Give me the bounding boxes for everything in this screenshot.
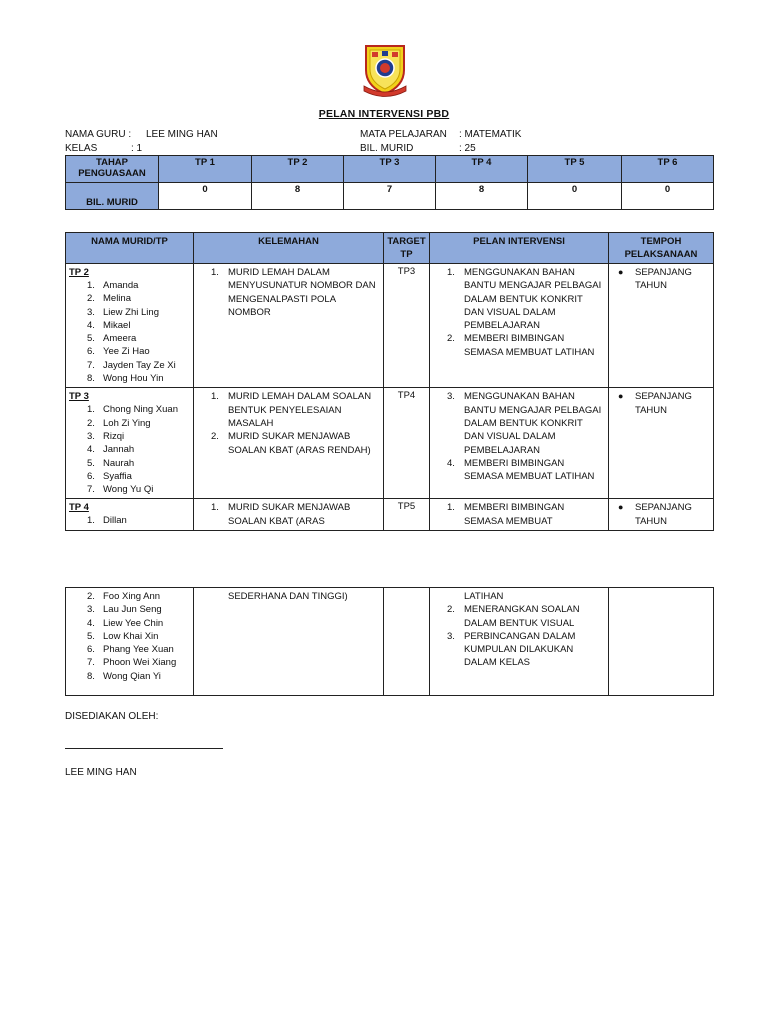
tp-count-cell: 0 [622, 183, 714, 210]
item-text: Foo Xing Ann [103, 591, 161, 602]
student-list [69, 514, 190, 527]
tp-count-cell: 0 [159, 183, 252, 210]
list-item [447, 390, 605, 456]
signature-name: LEE MING HAN [65, 767, 137, 778]
summary-table [65, 155, 714, 210]
item-text: Loh Zi Ying [103, 417, 151, 429]
item-text: Low Khai Xin [103, 630, 159, 642]
item-number: 2. [87, 417, 95, 429]
item-text: Yee Zi Hao [103, 346, 150, 358]
tempoh-header: TEMPOH PELAKSANAAN [609, 233, 714, 264]
pelan-cell [430, 388, 609, 499]
bullet-icon: ● [618, 267, 624, 277]
item-text: Naurah [103, 457, 135, 469]
kelemahan-cell [194, 388, 384, 499]
tp-level-header: TP 6 [622, 156, 714, 183]
student-list [69, 590, 190, 683]
item-number: 3. [87, 306, 95, 318]
list-item [87, 603, 190, 616]
tp-count-cell: 7 [344, 183, 436, 210]
tp-level-header: TP 1 [159, 156, 252, 183]
intervention-table-continued [65, 587, 714, 696]
list-item [87, 483, 190, 496]
target-cell: TP3 [384, 264, 430, 388]
item-number: 7. [87, 657, 95, 669]
item-number: 1. [211, 502, 219, 514]
list-item [211, 266, 380, 319]
list-item [87, 403, 190, 416]
item-text: Wong Yu Qi [103, 484, 154, 496]
list-item [87, 590, 190, 603]
target-header: TARGET TP [384, 233, 430, 264]
list-item [87, 470, 190, 483]
item-number: 1. [87, 515, 95, 527]
item-number: 1. [447, 502, 455, 514]
table-row [66, 499, 714, 531]
tp-level-header: TP 5 [528, 156, 622, 183]
item-text: MENGGUNAKAN BAHAN BANTU MENGAJAR PELBAGAI DALAM BENTUK KONKRIT DAN VISUAL DALAM PEMBELAJARAN [464, 267, 602, 332]
item-number: 7. [87, 359, 95, 371]
item-number: 1. [211, 391, 219, 403]
item-number: 2. [87, 293, 95, 305]
tp-group-label: TP 3 [69, 391, 89, 403]
item-text: Dillan [103, 515, 127, 527]
kelas-label: KELAS [65, 143, 98, 154]
item-text: Liew Yee Chin [103, 617, 164, 629]
list-item [87, 279, 190, 292]
students-cell [66, 388, 194, 499]
kelemahan-list [197, 390, 380, 456]
kelemahan-header: KELEMAHAN [194, 233, 384, 264]
item-number: 6. [87, 644, 95, 656]
pelan-header: PELAN INTERVENSI [430, 233, 609, 264]
students-cell [66, 499, 194, 531]
item-text: Wong Qian Yi [103, 670, 161, 682]
tempoh-cell [609, 388, 714, 499]
bullet-icon: ● [618, 391, 624, 402]
item-text: MEMBERI BIMBINGAN SEMASA MEMBUAT LATIHAN [464, 457, 595, 483]
tp-group-label: TP 2 [69, 267, 89, 278]
item-number: 4. [87, 444, 95, 456]
tempoh-cell [609, 499, 714, 531]
tempoh-list [612, 501, 710, 528]
list-item [447, 630, 605, 670]
item-number: 1. [211, 267, 219, 278]
item-number: 5. [87, 630, 95, 642]
item-text: Syaffia [103, 470, 132, 482]
list-item [447, 332, 605, 359]
school-crest-icon [360, 42, 410, 98]
list-item [211, 430, 380, 457]
bil-murid-value: : 25 [459, 143, 476, 154]
item-number: 4. [87, 617, 95, 629]
pelan-cell [430, 588, 609, 696]
item-text: Amanda [103, 280, 139, 291]
item-text: MURID SUKAR MENJAWAB SOALAN KBAT (ARAS RENDAH) [228, 431, 371, 456]
list-item [87, 617, 190, 630]
list-item [87, 630, 190, 643]
mata-pelajaran-label: MATA PELAJARAN [360, 129, 447, 140]
tempoh-list [612, 390, 710, 417]
item-number: 1. [87, 404, 95, 416]
kelemahan-cell [194, 588, 384, 696]
tp-count-cell: 8 [252, 183, 344, 210]
item-number: 2. [211, 431, 219, 443]
item-text: MENGGUNAKAN BAHAN BANTU MENGAJAR PELBAGAI DALAM BENTUK KONKRIT DAN VISUAL DALAM PEMBELAJARAN [464, 391, 602, 456]
tp-count-cell: 8 [436, 183, 528, 210]
nama-murid-header: NAMA MURID/TP [66, 233, 194, 264]
item-text: MURID LEMAH DALAM MENYUSUNATUR NOMBOR DAN MENGENALPASTI POLA NOMBOR [228, 267, 376, 318]
tp-group-label: TP 4 [69, 502, 89, 514]
item-text: MEMBERI BIMBINGAN SEMASA MEMBUAT [464, 502, 565, 527]
students-cell [66, 264, 194, 388]
list-item [211, 501, 380, 528]
item-number: 3. [447, 630, 455, 642]
pelan-list [433, 390, 605, 483]
tp-count-cell: 0 [528, 183, 622, 210]
list-item [87, 443, 190, 456]
item-number: 5. [87, 333, 95, 345]
item-text: Phang Yee Xuan [103, 644, 174, 656]
item-number: 5. [87, 457, 95, 469]
kelemahan-cell [194, 264, 384, 388]
pelan-cell [430, 264, 609, 388]
student-list [69, 279, 190, 385]
item-number: 2. [447, 604, 455, 616]
list-item [211, 390, 380, 430]
item-number: 4. [87, 319, 95, 331]
intervention-table [65, 232, 714, 531]
document-title: PELAN INTERVENSI PBD [318, 108, 450, 120]
tempoh-cell [609, 588, 714, 696]
item-text: Wong Hou Yin [103, 373, 164, 385]
kelemahan-text: SEDERHANA DAN TINGGI) [228, 591, 348, 602]
nama-guru-value: LEE MING HAN [146, 129, 218, 140]
target-cell: TP5 [384, 499, 430, 531]
item-text: Rizqi [103, 430, 125, 442]
item-text: SEPANJANG TAHUN [635, 391, 692, 416]
table-row [66, 264, 714, 388]
item-number: 8. [87, 670, 95, 682]
pelan-text: LATIHAN [464, 591, 504, 602]
list-item [87, 670, 190, 683]
tempoh-cell [609, 264, 714, 388]
item-text: PERBINCANGAN DALAM KUMPULAN DILAKUKAN DALAM KELAS [464, 630, 576, 669]
list-item [87, 457, 190, 470]
item-number: 3. [87, 604, 95, 616]
bil-murid-label: BIL. MURID [360, 143, 414, 154]
list-item [447, 501, 605, 528]
students-cell [66, 588, 194, 696]
student-list [69, 403, 190, 496]
list-item [618, 266, 710, 293]
list-item [87, 372, 190, 385]
tahap-penguasaan-header: TAHAP PENGUASAAN [66, 156, 159, 183]
bil-murid-header: BIL. MURID [66, 183, 159, 210]
item-number: 8. [87, 373, 95, 385]
item-number: 2. [87, 591, 95, 602]
item-number: 6. [87, 470, 95, 482]
tp-level-header: TP 3 [344, 156, 436, 183]
kelemahan-cell [194, 499, 384, 531]
item-text: SEPANJANG TAHUN [635, 267, 692, 292]
list-item [87, 332, 190, 345]
list-item [87, 292, 190, 305]
item-text: Jannah [103, 444, 135, 456]
list-item [87, 359, 190, 372]
item-text: MENERANGKAN SOALAN DALAM BENTUK VISUAL [464, 604, 580, 629]
item-number: 7. [87, 484, 95, 496]
list-item [87, 306, 190, 319]
list-item [87, 430, 190, 443]
item-text: MEMBERI BIMBINGAN SEMASA MEMBUAT LATIHAN [464, 333, 595, 358]
item-text: Mikael [103, 319, 131, 331]
list-item [618, 390, 710, 417]
item-text: SEPANJANG TAHUN [635, 502, 692, 527]
item-text: MURID LEMAH DALAM SOALAN BENTUK PENYELESAIAN MASALAH [228, 391, 372, 429]
target-cell [384, 588, 430, 696]
tempoh-list [612, 266, 710, 293]
item-text: Ameera [103, 333, 137, 345]
item-number: 4. [447, 457, 455, 469]
item-text: Phoon Wei Xiang [103, 657, 177, 669]
list-item [87, 319, 190, 332]
item-text: Melina [103, 293, 131, 305]
kelemahan-list [197, 501, 380, 528]
list-item [87, 656, 190, 669]
list-item [618, 501, 710, 528]
kelas-value: : 1 [131, 143, 143, 154]
item-number: 1. [87, 280, 95, 291]
item-number: 1. [447, 267, 455, 278]
item-number: 6. [87, 346, 95, 358]
list-item [87, 345, 190, 358]
item-text: Lau Jun Seng [103, 604, 162, 616]
bullet-icon: ● [618, 502, 624, 513]
pelan-list [433, 603, 605, 669]
list-item [447, 457, 605, 484]
nama-guru-label: NAMA GURU : [65, 129, 132, 140]
tp-level-header: TP 2 [252, 156, 344, 183]
item-text: Jayden Tay Ze Xi [103, 359, 176, 371]
signature-line [65, 748, 223, 749]
target-cell: TP4 [384, 388, 430, 499]
item-number: 3. [87, 430, 95, 442]
pelan-cell [430, 499, 609, 531]
item-text: Chong Ning Xuan [103, 404, 178, 416]
mata-pelajaran-value: : MATEMATIK [459, 129, 522, 140]
tp-level-header: TP 4 [436, 156, 528, 183]
pelan-list [433, 266, 605, 359]
table-row [66, 388, 714, 499]
list-item [447, 603, 605, 630]
item-text: MURID SUKAR MENJAWAB SOALAN KBAT (ARAS [228, 502, 351, 527]
list-item [87, 514, 190, 527]
list-item [87, 417, 190, 430]
item-number: 3. [447, 391, 455, 403]
prepared-by-label: DISEDIAKAN OLEH: [65, 711, 159, 722]
list-item [87, 643, 190, 656]
list-item [447, 266, 605, 332]
item-text: Liew Zhi Ling [103, 306, 159, 318]
pelan-list [433, 501, 605, 528]
kelemahan-list [197, 266, 380, 319]
item-number: 2. [447, 333, 455, 345]
